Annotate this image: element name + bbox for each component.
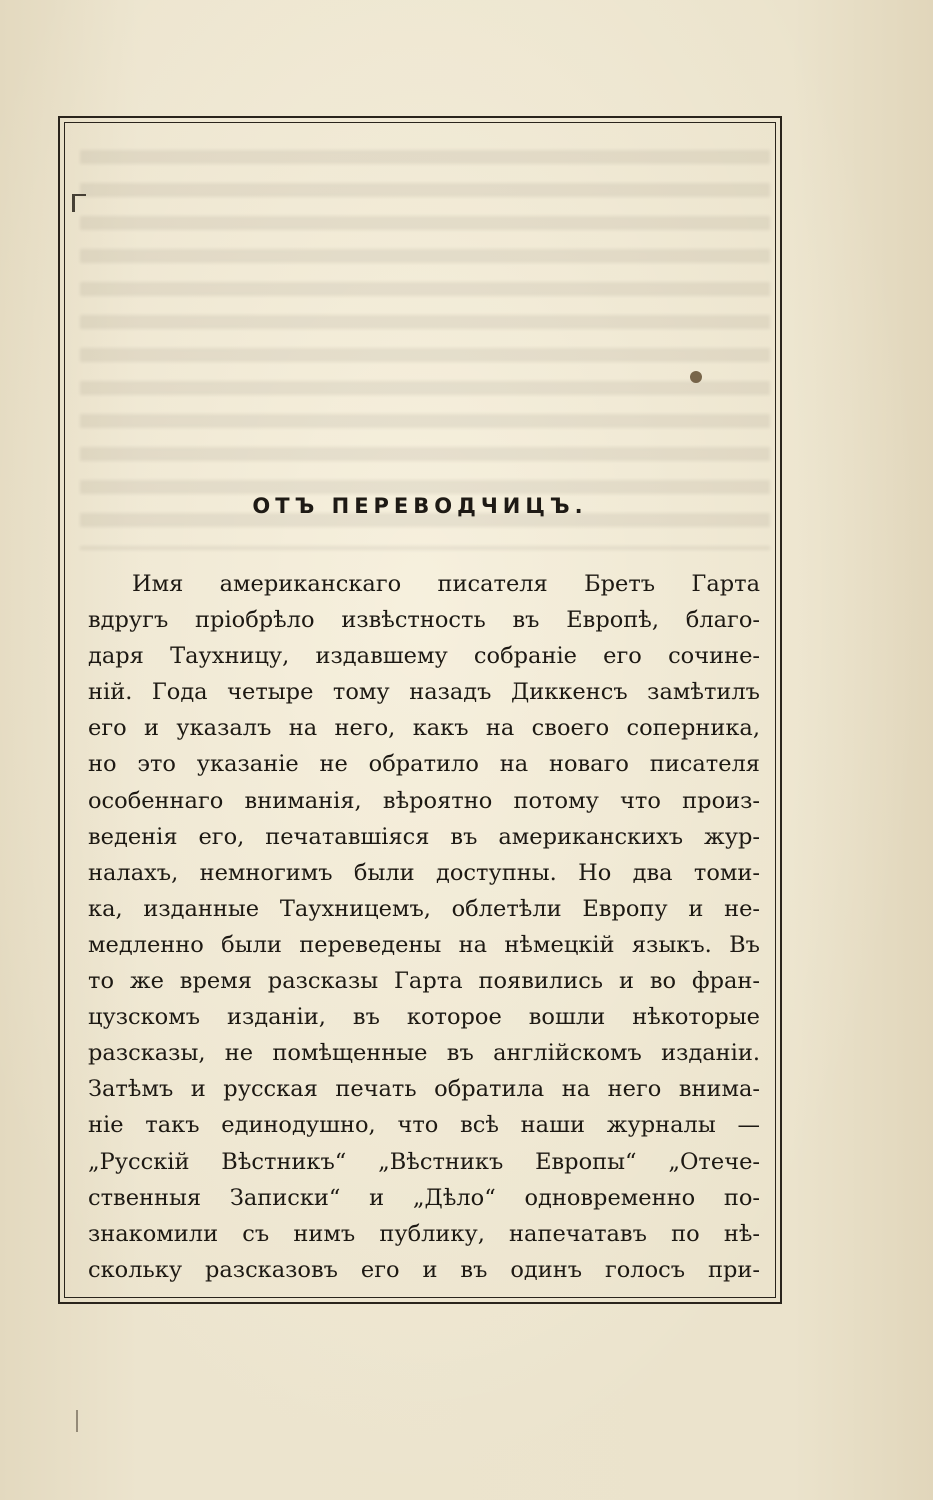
margin-mark bbox=[76, 1410, 78, 1432]
text-line: то же время разсказы Гарта появились и во фран- bbox=[88, 968, 760, 995]
text-line: разсказы, не помѣщенные въ англійскомъ изданіи. bbox=[88, 1040, 760, 1067]
text-line: Имя американскаго писателя Бретъ Гарта bbox=[132, 571, 760, 597]
ink-spot bbox=[690, 371, 702, 383]
text-line: веденія его, печатавшіяся въ американскихъ жур- bbox=[88, 823, 760, 850]
text-line: „Русскій Вѣстникъ“ „Вѣстникъ Европы“ „Отече- bbox=[88, 1148, 760, 1175]
text-line: скольку разсказовъ его и въ одинъ голосъ при- bbox=[88, 1256, 760, 1283]
text-line: ніе такъ единодушно, что всѣ наши журналы — bbox=[88, 1112, 760, 1139]
body-paragraph bbox=[88, 566, 760, 1288]
text-line: особеннаго вниманія, вѣроятно потому что произ- bbox=[88, 787, 760, 814]
page-heading: ОТЪ ПЕРЕВОДЧИЦЪ. bbox=[252, 494, 588, 518]
text-line: знакомили съ нимъ публику, напечатавъ по нѣ- bbox=[88, 1220, 760, 1247]
text-line: даря Таухницу, издавшему собраніе его сочине- bbox=[88, 643, 760, 670]
text-line: ка, изданные Таухницемъ, облетѣли Европу и не- bbox=[88, 895, 760, 922]
text-line: Затѣмъ и русская печать обратила на него внима- bbox=[88, 1076, 760, 1103]
text-line: но это указаніе не обратило на новаго писателя bbox=[88, 751, 760, 778]
text-line: ственныя Записки“ и „Дѣло“ одновременно по- bbox=[88, 1184, 760, 1211]
text-line: налахъ, немногимъ были доступны. Но два томи- bbox=[88, 859, 760, 886]
print-mark bbox=[72, 194, 86, 212]
text-line: цузскомъ изданіи, въ которое вошли нѣкоторые bbox=[88, 1004, 760, 1031]
text-line: медленно были переведены на нѣмецкій языкъ. Въ bbox=[88, 931, 760, 958]
text-line: его и указалъ на него, какъ на своего соперника, bbox=[88, 715, 760, 742]
text-line: вдругъ пріобрѣло извѣстность въ Европѣ, благо- bbox=[88, 607, 760, 634]
text-line: ній. Года четыре тому назадъ Диккенсъ замѣтилъ bbox=[88, 679, 760, 706]
